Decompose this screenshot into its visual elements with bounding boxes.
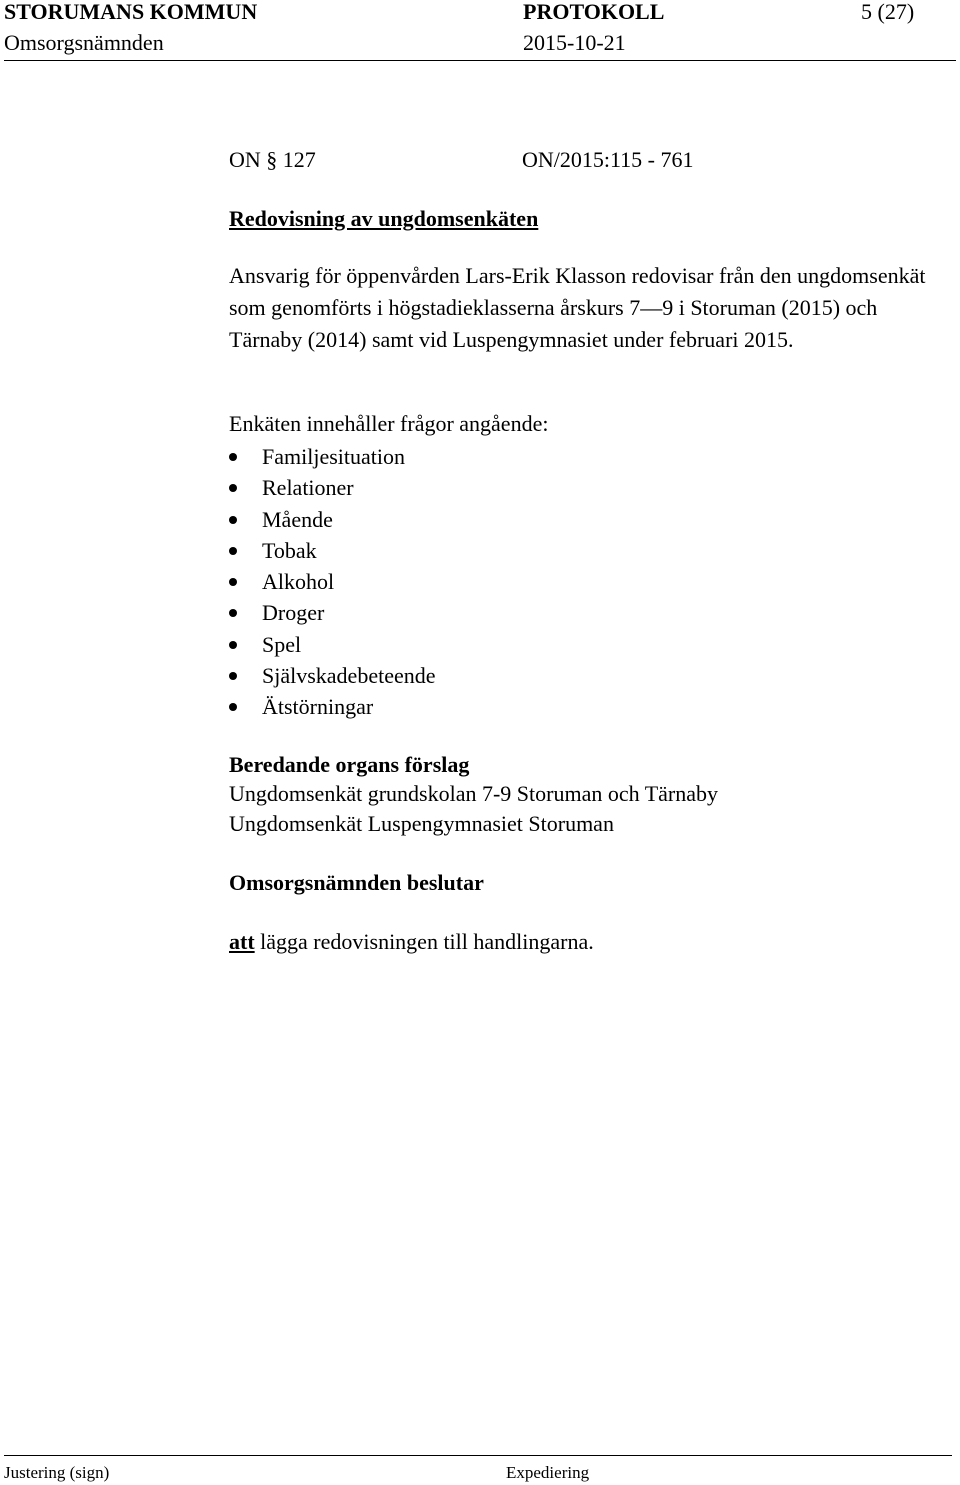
- list-item: Alkohol: [229, 566, 436, 597]
- bullet-icon: [229, 453, 237, 461]
- bullet-icon: [229, 703, 237, 711]
- list-item: Mående: [229, 504, 436, 535]
- bullet-icon: [229, 609, 237, 617]
- att-keyword: att: [229, 929, 255, 954]
- proposal-item: Ungdomsenkät Luspengymnasiet Storuman: [229, 811, 614, 836]
- bullet-icon: [229, 641, 237, 649]
- list-item: Självskadebeteende: [229, 660, 436, 691]
- decision-text: att lägga redovisningen till handlingarna.: [229, 929, 594, 954]
- list-item: Ätstörningar: [229, 691, 436, 722]
- organization-name: STORUMANS KOMMUN: [4, 0, 258, 24]
- footer-divider: [4, 1455, 952, 1456]
- list-item: Droger: [229, 597, 436, 628]
- bullet-icon: [229, 578, 237, 586]
- committee-name: Omsorgsnämnden: [4, 30, 164, 55]
- header-divider: [4, 60, 956, 61]
- bullet-icon: [229, 484, 237, 492]
- proposal-item: Ungdomsenkät grundskolan 7-9 Storuman och Tärnaby: [229, 781, 719, 806]
- list-item: Familjesituation: [229, 441, 436, 472]
- page-number: 5 (27): [861, 0, 915, 24]
- document-type: PROTOKOLL: [523, 0, 665, 24]
- case-title: Redovisning av ungdomsenkäten: [229, 206, 539, 231]
- list-item: Relationer: [229, 472, 436, 503]
- proposal-heading: Beredande organs förslag: [229, 752, 470, 777]
- bullet-icon: [229, 516, 237, 524]
- list-item: Tobak: [229, 535, 436, 566]
- topic-list: [229, 441, 436, 723]
- intro-paragraph: Ansvarig för öppenvården Lars-Erik Klasson redovisar från den ungdomsenkät som genomförts i högstadieklasserna årskurs 7—9 i Storuman (2015) och Tärnaby (2014) samt vid Luspengymnasiet under februari 2015.: [229, 263, 926, 352]
- diary-number: ON/2015:115 - 761: [522, 147, 694, 172]
- decision-heading: Omsorgsnämnden beslutar: [229, 870, 484, 895]
- meeting-date: 2015-10-21: [523, 30, 626, 55]
- list-item: Spel: [229, 629, 436, 660]
- expediering-label: Expediering: [506, 1463, 590, 1482]
- bullet-icon: [229, 547, 237, 555]
- paragraph-number: ON § 127: [229, 147, 316, 172]
- justering-label: Justering (sign): [4, 1463, 110, 1482]
- bullet-icon: [229, 672, 237, 680]
- list-heading: Enkäten innehåller frågor angående:: [229, 411, 549, 436]
